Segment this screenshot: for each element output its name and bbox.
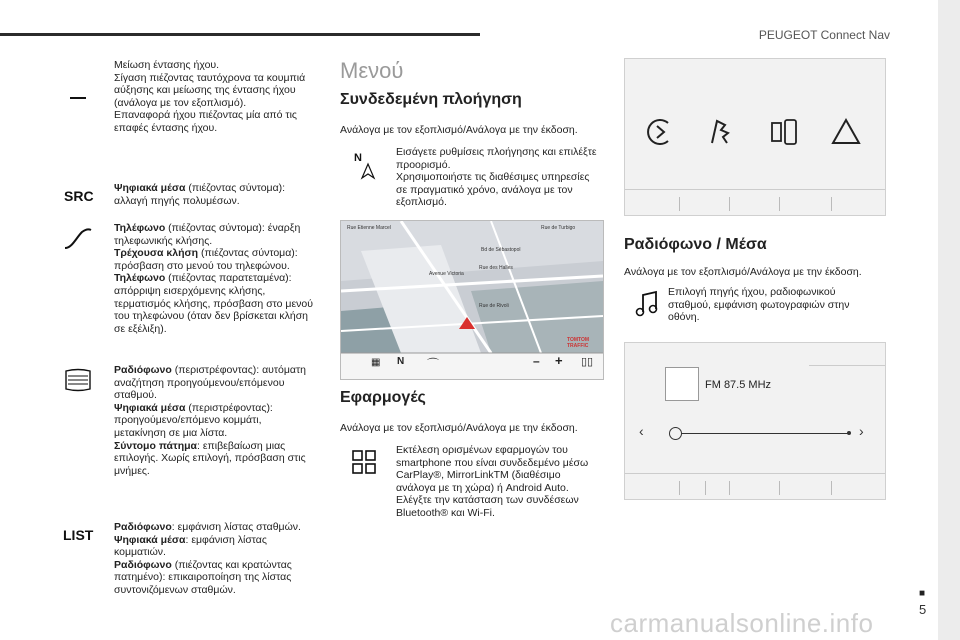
bullet-marker: ■: [919, 588, 926, 599]
menu-title: Μενού: [340, 58, 404, 83]
src-text: [114, 182, 314, 207]
map-label: Rue de Turbigo: [541, 225, 576, 231]
mirror-icon[interactable]: ▯▯: [581, 356, 594, 368]
station-frequency: FM 87.5 MHz: [705, 379, 772, 391]
navigation-icon: [352, 150, 378, 180]
navigation-map: [340, 220, 604, 380]
apps-text: Εκτέλεση ορισμένων εφαρμογών του smartphone που είναι συνδεδεμένο μέσω CarPlay®, MirrorLinkTM (διαθέσιμο ανάλογα με τη χώρα) ή Android Auto. Ελέγξτε την κατάσταση των συνδέσεων Bluetooth® και Wi-Fi.: [396, 444, 589, 519]
wheel-t3: : επιβεβαίωση μιας επιλογής. Χωρίς επιλογή, πρόσβαση στις μνήμες.: [114, 439, 306, 477]
zoom-out-icon[interactable]: –: [533, 354, 540, 368]
list-label: LIST: [63, 527, 94, 543]
radio-title: Ραδιόφωνο / Μέσα: [624, 236, 767, 253]
radio-screen: [624, 342, 886, 500]
list-text: [114, 521, 314, 597]
wheel-b1: Ραδιόφωνο: [114, 364, 172, 376]
phone-icon[interactable]: ⌒: [427, 357, 440, 371]
list-b2: Ψηφιακά μέσα: [114, 533, 186, 546]
page-number: 5: [919, 602, 927, 617]
src-desc: (πιέζοντας σύντομα): αλλαγή πηγής πολυμέσων.: [114, 182, 286, 207]
phone-t1: (πιέζοντας σύντομα): έναρξη τηλεφωνικής κλήσης.: [114, 222, 301, 247]
phone-text: [114, 222, 314, 335]
list-t2: : εμφάνιση λίστας κομματιών.: [114, 533, 267, 559]
list-b1: Ραδιόφωνο: [114, 521, 172, 533]
map-label: TOMTOM TRAFFIC: [567, 337, 590, 349]
zoom-in-icon[interactable]: +: [555, 353, 563, 368]
wheel-t2: (περιστρέφοντας): προηγούμενο/επόμενο κομμάτι, μετακίνηση σε μια λίστα.: [114, 401, 273, 439]
map-label: Rue Etienne Marcel: [347, 225, 391, 231]
phone-t2: (πιέζοντας σύντομα): πρόσβαση στο μενού του τηλεφώνου.: [114, 247, 298, 272]
map-label: Rue de Rivoli: [479, 303, 509, 309]
phone-b2: Τρέχουσα κλήση: [114, 247, 199, 260]
list-b3: Ραδιόφωνο: [114, 558, 172, 571]
page-header: PEUGEOT Connect Nav: [758, 28, 890, 42]
wheel-text: [114, 364, 314, 477]
nav-intro: Ανάλογα με τον εξοπλισμό/Ανάλογα με την έκδοση.: [340, 124, 578, 136]
phone-b1: Τηλέφωνο: [114, 222, 166, 234]
radio-text: Επιλογή πηγής ήχου, ραδιοφωνικού σταθμού, εμφάνιση φωτογραφιών στην οθόνη.: [668, 286, 850, 324]
media-play-icon[interactable]: [641, 115, 675, 149]
minus-icon: [70, 97, 86, 99]
map-label: Avenue Victoria: [429, 271, 464, 277]
music-note-icon: [634, 290, 660, 318]
apps-grid-icon: [352, 450, 376, 474]
wheel-t1: (περιστρέφοντας): αυτόματη αναζήτηση προηγούμενου/επόμενου σταθμού.: [114, 364, 306, 402]
list-t1: : εμφάνιση λίστας σταθμών.: [171, 521, 301, 533]
north-arrow-icon[interactable]: N: [397, 356, 405, 367]
wheel-b2: Ψηφιακά μέσα: [114, 401, 186, 414]
home-screen: [624, 58, 886, 216]
top-rule: [0, 33, 480, 36]
src-label: SRC: [64, 188, 94, 204]
checkered-flag-icon[interactable]: ▦: [371, 357, 381, 368]
nav-title: Συνδεδεμένη πλοήγηση: [340, 91, 522, 108]
station-logo: [665, 367, 699, 401]
phone-icon: [62, 226, 94, 252]
apps-intro: Ανάλογα με τον εξοπλισμό/Ανάλογα με την έκδοση.: [340, 422, 578, 434]
map-label: Bd de Sébastopol: [481, 247, 521, 253]
thumbwheel-icon: [62, 368, 94, 392]
side-tab: [938, 0, 960, 640]
next-icon[interactable]: ›: [859, 423, 864, 439]
vehicle-lion-icon[interactable]: [703, 115, 737, 149]
watermark: carmanualsonline.info: [610, 608, 874, 638]
phone-b3: Τηλέφωνο: [114, 272, 166, 285]
phone-t3: (πιέζοντας παρατεταμένα): απόρριψη εισερχόμενης κλήσης, τερματισμός κλήσης, πρόσβαση στο μενού του τηλεφώνου (όταν δεν βρίσκεται κλήση σε εξέλιξη).: [114, 272, 313, 335]
svg-text:N: N: [354, 152, 362, 164]
nav-text: Εισάγετε ρυθμίσεις πλοήγησης και επιλέξτε προορισμό. Χρησιμοποιήστε τις διαθέσιμες υπηρεσίες σε πραγματικό χρόνο, ανάλογα με τον εξοπλισμό.: [396, 146, 597, 209]
previous-icon[interactable]: ‹: [639, 423, 644, 439]
list-t3: (πιέζοντας και κρατώντας πατημένο): επικαιροποίηση της λίστας συντονιζόμενων σταθμών.: [114, 558, 292, 596]
src-bold: Ψηφιακά μέσα: [114, 182, 186, 194]
radio-intro: Ανάλογα με τον εξοπλισμό/Ανάλογα με την έκδοση.: [624, 266, 862, 278]
map-label: Rue des Halles: [479, 265, 513, 271]
navigation-triangle-icon[interactable]: [829, 115, 863, 149]
slider-handle[interactable]: [669, 427, 682, 440]
volume-down-text: Μείωση έντασης ήχου. Σίγαση πιέζοντας ταυτόχρονα τα κουμπιά αύξησης και μείωσης της έντασης ήχου (ανάλογα με τον εξοπλισμό). Επαναφορά ήχου πιέζοντας μία από τις επαφές έντασης ήχου.: [114, 59, 306, 134]
wheel-b3: Σύντομο πάτημα: [114, 439, 197, 452]
frequency-slider[interactable]: [673, 433, 849, 434]
apps-title: Εφαρμογές: [340, 389, 426, 406]
mirror-screen-icon[interactable]: [767, 115, 801, 149]
